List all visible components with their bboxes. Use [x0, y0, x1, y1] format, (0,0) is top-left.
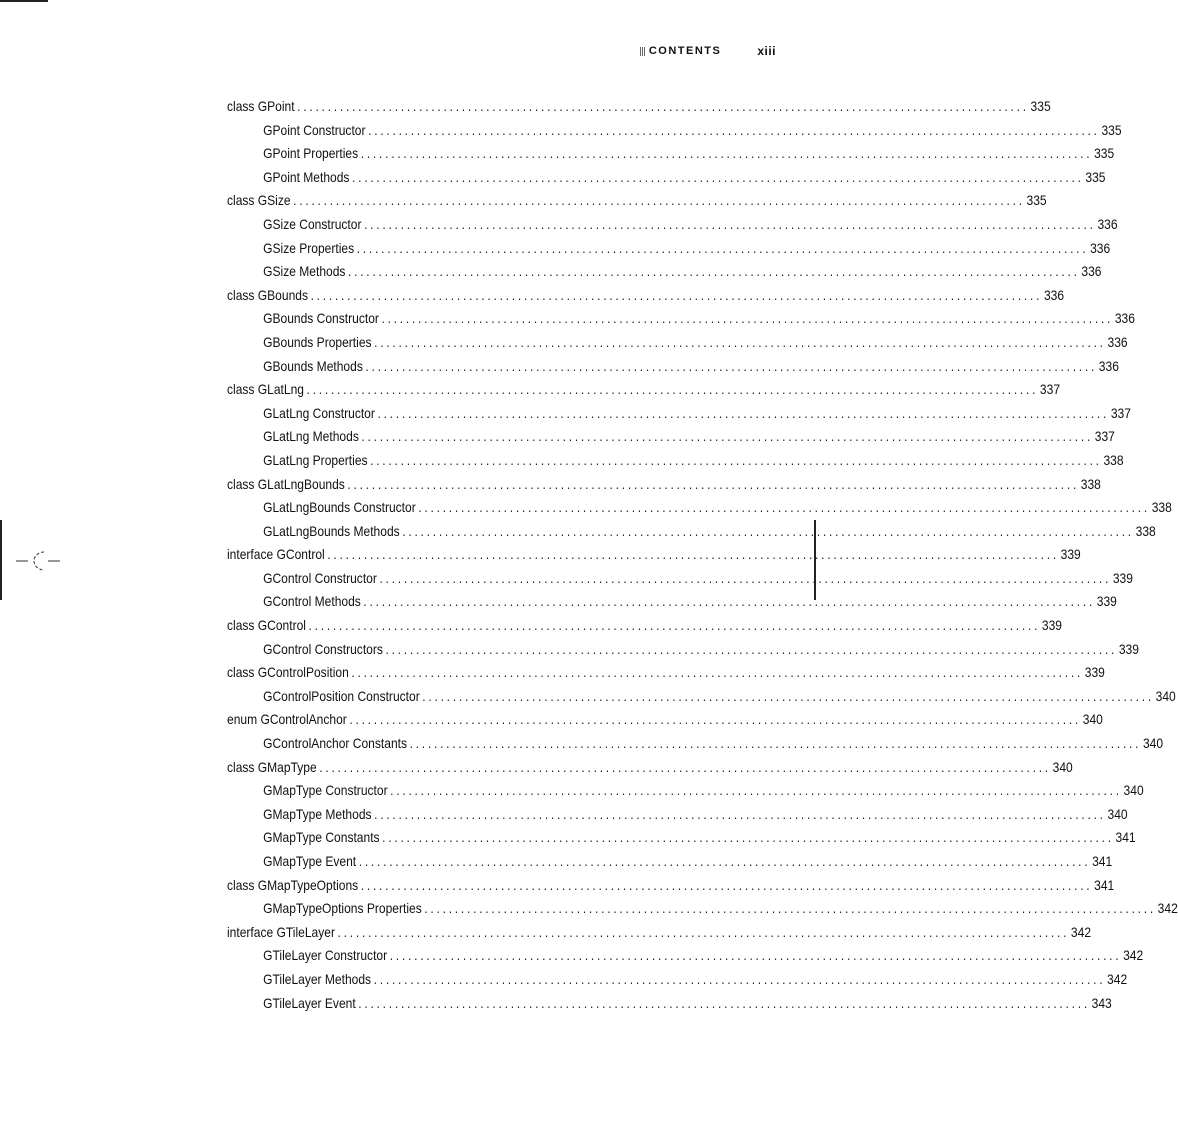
- toc-leader-dots: ........................................................................................................................: [368, 121, 1100, 138]
- toc-subentry[interactable]: [227, 947, 1144, 971]
- toc-page-number: 336: [1043, 286, 1065, 303]
- toc-leader-dots: ........................................................................................................................: [390, 782, 1122, 799]
- toc-leader-dots: ........................................................................................................................: [308, 617, 1041, 634]
- toc-subentry[interactable]: [227, 569, 1133, 594]
- toc-leader-dots: ........................................................................................................................: [379, 569, 1112, 586]
- toc-page-number: 336: [1114, 310, 1135, 327]
- toc-leader-dots: ........................................................................................................................: [352, 168, 1084, 185]
- toc-subentry[interactable]: [227, 782, 1144, 806]
- toc-entry-title: GTileLayer Constructor: [263, 947, 388, 964]
- toc-entry-title: class GLatLngBounds: [227, 475, 345, 492]
- toc-entry-title: GSize Properties: [263, 239, 355, 256]
- toc-page-number: 340: [1052, 758, 1073, 775]
- toc-entry[interactable]: [227, 711, 1103, 735]
- toc-entry-title: GMapType Event: [263, 853, 357, 869]
- toc-page-number: 339: [1112, 569, 1133, 586]
- toc-leader-dots: ........................................................................................................................: [374, 805, 1106, 822]
- toc-entry-title: class GControlPosition: [227, 664, 349, 681]
- toc-page-number: 339: [1096, 593, 1117, 610]
- toc-subentry[interactable]: [227, 145, 1115, 169]
- toc-leader-dots: ........................................................................................................................: [360, 876, 1093, 893]
- toc-page-number: 337: [1094, 428, 1115, 445]
- toc-entry-title: GTileLayer Methods: [263, 970, 372, 987]
- toc-leader-dots: ........................................................................................................................: [319, 758, 1051, 775]
- toc-page-number: 340: [1107, 805, 1128, 822]
- toc-entry-title: class GBounds: [227, 286, 308, 303]
- toc-subentry[interactable]: [227, 994, 1112, 1019]
- toc-entry[interactable]: [227, 664, 1105, 688]
- toc-entry-title: GBounds Properties: [263, 333, 372, 350]
- toc-leader-dots: ........................................................................................................................: [327, 546, 1059, 563]
- toc-page-number: 342: [1157, 900, 1178, 917]
- toc-page-number: 339: [1084, 664, 1105, 681]
- toc-entry-title: GBounds Methods: [263, 357, 363, 374]
- toc-page-number: 337: [1039, 381, 1061, 398]
- toc-entry[interactable]: [227, 876, 1115, 901]
- toc-subentry[interactable]: [227, 640, 1139, 665]
- toc-subentry[interactable]: [227, 310, 1135, 334]
- margin-rule-left: [0, 520, 2, 600]
- toc-page-number: 335: [1101, 121, 1122, 138]
- toc-subentry[interactable]: [227, 357, 1119, 382]
- toc-page-number: 337: [1110, 404, 1131, 421]
- toc-page-number: 340: [1082, 711, 1103, 728]
- toc-subentry[interactable]: [227, 829, 1136, 853]
- table-of-contents: [227, 98, 1178, 1018]
- toc-entry[interactable]: [227, 617, 1063, 641]
- toc-leader-dots: ........................................................................................................................: [377, 404, 1110, 421]
- toc-page-number: 342: [1123, 947, 1144, 964]
- toc-subentry[interactable]: [227, 121, 1122, 146]
- toc-entry[interactable]: [227, 286, 1065, 311]
- toc-leader-dots: ........................................................................................................................: [389, 947, 1122, 964]
- toc-entry[interactable]: [227, 546, 1081, 570]
- crop-line-top-left: [0, 0, 48, 2]
- toc-entry-title: class GMapType: [227, 758, 317, 775]
- toc-page-number: 335: [1094, 145, 1115, 162]
- toc-page-number: 336: [1107, 333, 1128, 350]
- toc-subentry[interactable]: [227, 499, 1172, 523]
- toc-entry-title: GPoint Constructor: [263, 121, 366, 138]
- toc-entry-title: class GLatLng: [227, 381, 304, 398]
- toc-leader-dots: ........................................................................................................................: [363, 593, 1096, 610]
- toc-leader-dots: ........................................................................................................................: [347, 475, 1080, 492]
- toc-leader-dots: ........................................................................................................................: [364, 215, 1096, 232]
- toc-leader-dots: ........................................................................................................................: [310, 286, 1043, 303]
- toc-entry-title: class GSize: [227, 192, 291, 209]
- toc-entry-title: interface GControl: [227, 546, 325, 563]
- toc-entry-title: GSize Methods: [263, 263, 346, 280]
- toc-page-number: 341: [1094, 876, 1115, 893]
- toc-page-number: 336: [1097, 215, 1118, 232]
- toc-page-number: 338: [1151, 499, 1172, 516]
- toc-page-number: 340: [1142, 735, 1164, 752]
- toc-entry-title: GMapTypeOptions Properties: [263, 900, 422, 917]
- toc-entry-title: GMapType Constants: [263, 829, 380, 846]
- toc-page-number: 342: [1070, 923, 1092, 940]
- toc-entry-title: class GPoint: [227, 98, 295, 114]
- header-page-number: xiii: [757, 44, 776, 58]
- toc-subentry[interactable]: [227, 970, 1128, 995]
- toc-leader-dots: ........................................................................................................................: [297, 98, 1029, 114]
- toc-entry[interactable]: [227, 923, 1092, 948]
- toc-entry-title: class GControl: [227, 617, 306, 634]
- toc-entry-title: GControl Constructor: [263, 569, 377, 586]
- toc-leader-dots: ........................................................................................................................: [382, 829, 1114, 846]
- toc-entry-title: GLatLng Properties: [263, 451, 368, 468]
- toc-entry[interactable]: [227, 381, 1061, 405]
- toc-page-number: 336: [1081, 263, 1102, 280]
- toc-entry-title: GLatLngBounds Methods: [263, 522, 400, 539]
- toc-page-number: 335: [1030, 98, 1051, 114]
- header-marker-icon: [640, 47, 646, 56]
- toc-entry-title: GBounds Constructor: [263, 310, 379, 327]
- toc-leader-dots: ........................................................................................................................: [361, 428, 1094, 445]
- toc-entry-title: GPoint Methods: [263, 168, 350, 185]
- toc-page-number: 336: [1090, 239, 1111, 256]
- toc-subentry[interactable]: [227, 687, 1176, 712]
- toc-subentry[interactable]: [227, 239, 1111, 264]
- toc-subentry[interactable]: [227, 735, 1164, 759]
- toc-page-number: 335: [1085, 168, 1106, 185]
- toc-entry-title: GControlAnchor Constants: [263, 735, 408, 752]
- toc-leader-dots: ........................................................................................................................: [351, 664, 1084, 681]
- toc-leader-dots: ........................................................................................................................: [293, 192, 1025, 209]
- toc-leader-dots: ........................................................................................................................: [337, 923, 1070, 940]
- toc-subentry[interactable]: [227, 593, 1117, 617]
- toc-leader-dots: ........................................................................................................................: [348, 263, 1080, 280]
- toc-leader-dots: ........................................................................................................................: [374, 333, 1106, 350]
- toc-page-number: 340: [1123, 782, 1144, 799]
- toc-subentry[interactable]: [227, 522, 1156, 547]
- toc-page-number: 339: [1118, 640, 1139, 657]
- toc-leader-dots: ........................................................................................................................: [381, 310, 1114, 327]
- toc-entry-title: GMapType Methods: [263, 805, 372, 822]
- toc-entry[interactable]: [227, 192, 1047, 216]
- toc-entry-title: GTileLayer Event: [263, 994, 356, 1011]
- toc-leader-dots: ........................................................................................................................: [365, 357, 1098, 374]
- toc-entry-title: GLatLng Constructor: [263, 404, 375, 421]
- toc-page-number: 339: [1041, 617, 1063, 634]
- toc-leader-dots: ........................................................................................................................: [422, 687, 1154, 704]
- toc-subentry[interactable]: [227, 900, 1178, 924]
- toc-entry-title: GControlPosition Constructor: [263, 687, 420, 704]
- toc-leader-dots: ........................................................................................................................: [373, 970, 1106, 987]
- toc-page-number: 341: [1115, 829, 1136, 846]
- toc-entry-title: enum GControlAnchor: [227, 711, 347, 728]
- toc-page-number: 338: [1135, 522, 1156, 539]
- toc-entry-title: class GMapTypeOptions: [227, 876, 359, 893]
- toc-page-number: 342: [1107, 970, 1128, 987]
- toc-page-number: 339: [1060, 546, 1081, 563]
- toc-subentry[interactable]: [227, 428, 1115, 452]
- toc-leader-dots: ........................................................................................................................: [360, 145, 1093, 162]
- toc-entry-title: GLatLngBounds Constructor: [263, 499, 416, 516]
- toc-page-number: 338: [1103, 451, 1124, 468]
- toc-subentry[interactable]: [227, 263, 1102, 287]
- toc-entry-title: GControl Methods: [263, 593, 361, 610]
- toc-subentry[interactable]: [227, 451, 1124, 476]
- toc-subentry[interactable]: [227, 404, 1131, 429]
- toc-page-number: 338: [1080, 475, 1101, 492]
- toc-entry[interactable]: [227, 98, 1051, 122]
- toc-page-number: 335: [1026, 192, 1047, 209]
- toc-leader-dots: ........................................................................................................................: [358, 853, 1091, 869]
- toc-leader-dots: ........................................................................................................................: [349, 711, 1082, 728]
- toc-subentry[interactable]: [227, 168, 1106, 193]
- toc-page-number: 343: [1091, 994, 1112, 1011]
- toc-leader-dots: ........................................................................................................................: [409, 735, 1142, 752]
- toc-leader-dots: ........................................................................................................................: [358, 994, 1090, 1011]
- toc-entry-title: GSize Constructor: [263, 215, 362, 232]
- toc-leader-dots: ........................................................................................................................: [418, 499, 1150, 516]
- running-header: [640, 44, 776, 58]
- toc-entry-title: GLatLng Methods: [263, 428, 359, 445]
- toc-entry-title: GPoint Properties: [263, 145, 359, 162]
- toc-leader-dots: ........................................................................................................................: [385, 640, 1118, 657]
- toc-entry[interactable]: [227, 758, 1073, 783]
- toc-page-number: 336: [1098, 357, 1119, 374]
- toc-subentry[interactable]: [227, 215, 1118, 240]
- registration-mark-icon: [14, 548, 62, 574]
- toc-subentry[interactable]: [227, 333, 1128, 358]
- toc-entry-title: GMapType Constructor: [263, 782, 388, 799]
- toc-leader-dots: ........................................................................................................................: [306, 381, 1039, 398]
- toc-page-number: 340: [1155, 687, 1176, 704]
- toc-subentry[interactable]: [227, 805, 1128, 830]
- header-section-title: CONTENTS: [648, 45, 722, 57]
- toc-entry-title: interface GTileLayer: [227, 923, 335, 940]
- toc-leader-dots: ........................................................................................................................: [370, 451, 1102, 468]
- toc-page-number: 341: [1092, 853, 1113, 869]
- toc-leader-dots: ........................................................................................................................: [402, 522, 1134, 539]
- toc-entry[interactable]: [227, 475, 1101, 500]
- toc-leader-dots: ........................................................................................................................: [356, 239, 1089, 256]
- toc-leader-dots: ........................................................................................................................: [424, 900, 1156, 917]
- toc-subentry[interactable]: [227, 853, 1113, 877]
- toc-entry-title: GControl Constructors: [263, 640, 383, 657]
